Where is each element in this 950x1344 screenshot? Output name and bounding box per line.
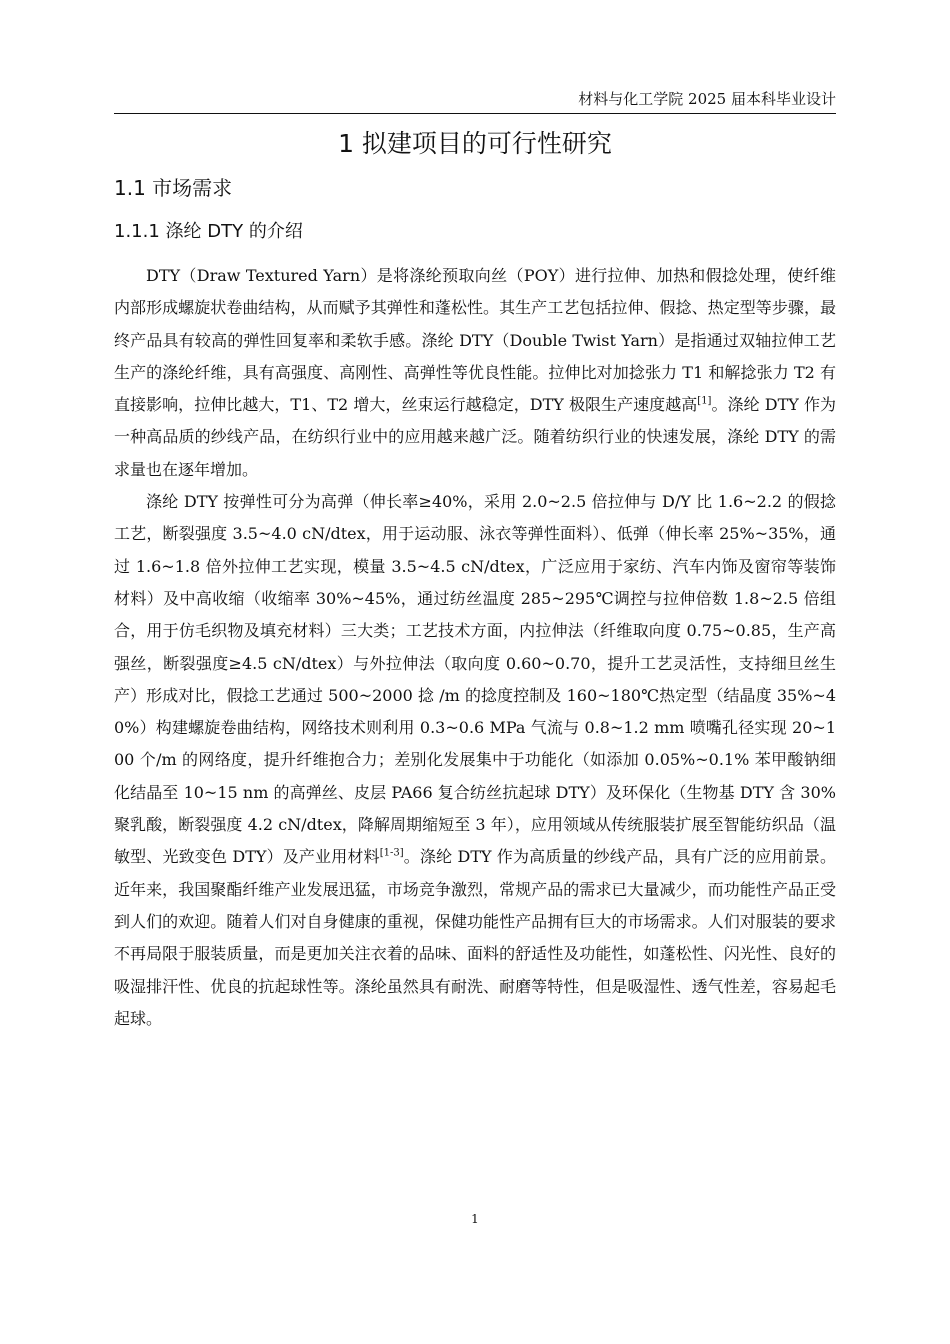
header-rule	[114, 113, 836, 114]
paragraph-1-text-b: 。涤纶 DTY 作为一种高品质的纱线产品，在纺织行业中的应用越来越广泛。随着纺织行业的快速发展，涤纶 DTY 的需求量也在逐年增加。	[114, 395, 836, 479]
body-text	[114, 260, 836, 1035]
subsection-title: 1.1.1 涤纶 DTY 的介绍	[114, 221, 303, 242]
paragraph-1	[114, 260, 836, 486]
page-number: 1	[471, 1212, 479, 1226]
paragraph-2-text-b: 。涤纶 DTY 作为高质量的纱线产品，具有广泛的应用前景。近年来，我国聚酯纤维产业发展迅猛，市场竞争激烈，常规产品的需求已大量减少，而功能性产品正受到人们的欢迎。随着人们对自身健康的重视，保健功能性产品拥有巨大的市场需求。人们对服装的要求不再局限于服装质量，而是更加关注衣着的品味、面料的舒适性及功能性，如蓬松性、闪光性、良好的吸湿排汗性、优良的抗起球性等。涤纶虽然具有耐洗、耐磨等特性，但是吸湿性、透气性差，容易起毛起球。	[114, 847, 836, 1028]
running-header: 材料与化工学院 2025 届本科毕业设计	[578, 90, 836, 108]
citation-2: [1-3]	[379, 848, 404, 860]
chapter-title: 1 拟建项目的可行性研究	[338, 129, 612, 158]
paragraph-2	[114, 486, 836, 1035]
paragraph-1-text-a: DTY（Draw Textured Yarn）是将涤纶预取向丝（POY）进行拉伸、加热和假捻处理，使纤维内部形成螺旋状卷曲结构，从而赋予其弹性和蓬松性。其生产工艺包括拉伸、假捻、热定型等步骤，最终产品具有较高的弹性回复率和柔软手感。涤纶 DTY（Double Twist Yarn）是指通过双轴拉伸工艺生产的涤纶纤维，具有高强度、高刚性、高弹性等优良性能。拉伸比对加捻张力 T1 和解捻张力 T2 有直接影响，拉伸比越大，T1、T2 增大，丝束运行越稳定，DTY 极限生产速度越高	[114, 266, 836, 415]
paragraph-2-text-a: 涤纶 DTY 按弹性可分为高弹（伸长率≥40%，采用 2.0~2.5 倍拉伸与 D/Y 比 1.6~2.2 的假捻工艺，断裂强度 3.5~4.0 cN/dtex，用于运动服、泳衣等弹性面料）、低弹（伸长率 25%~35%，通过 1.6~1.8 倍外拉伸工艺实现，模量 3.5~4.5 cN/dtex，广泛应用于家纺、汽车内饰及窗帘等装饰材料）及中高收缩（收缩率 30%~45%，通过纺丝温度 285~295℃调控与拉伸倍数 1.8~2.5 倍组合，用于仿毛织物及填充材料）三大类；工艺技术方面，内拉伸法（纤维取向度 0.75~0.85，生产高强丝，断裂强度≥4.5 cN/dtex）与外拉伸法（取向度 0.60~0.70，提升工艺灵活性，支持细旦丝生产）形成对比，假捻工艺通过 500~2000 捻 /m 的捻度控制及 160~180℃热定型（结晶度 35%~40%）构建螺旋卷曲结构，网络技术则利用 0.3~0.6 MPa 气流与 0.8~1.2 mm 喷嘴孔径实现 20~100 个/m 的网络度，提升纤维抱合力；差别化发展集中于功能化（如添加 0.05%~0.1% 苯甲酸钠细化结晶至 10~15 nm 的高弹丝、皮层 PA66 复合纺丝抗起球 DTY）及环保化（生物基 DTY 含 30%聚乳酸，断裂强度 4.2 cN/dtex，降解周期缩短至 3 年），应用领域从传统服装扩展至智能纺织品（温敏型、光致变色 DTY）及产业用材料	[114, 492, 836, 867]
section-title: 1.1 市场需求	[114, 176, 233, 200]
citation-1: [1]	[697, 395, 712, 407]
